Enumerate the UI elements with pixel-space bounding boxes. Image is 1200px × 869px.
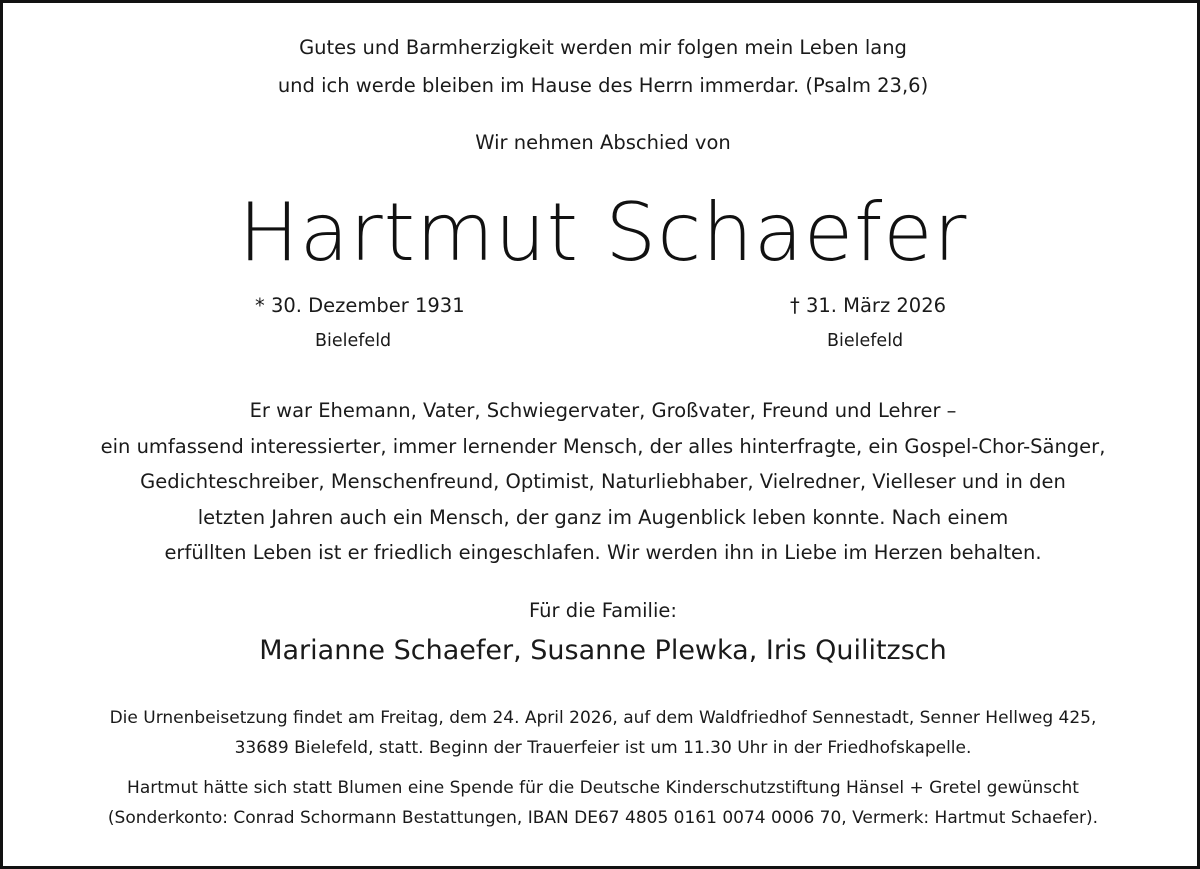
death-place: Bielefeld	[827, 331, 904, 351]
burial-notice-line-1: Die Urnenbeisetzung findet am Freitag, dem 24. April 2026, auf dem Waldfriedhof Sennestadt, Senner Hellweg 425,	[109, 708, 1097, 728]
deceased-name: Hartmut Schaefer	[238, 186, 968, 279]
birth-place: Bielefeld	[315, 331, 392, 351]
death-date: † 31. März 2026	[790, 294, 947, 317]
biography-line-4: letzten Jahren auch ein Mensch, der ganz im Augenblick leben konnte. Nach einem	[197, 506, 1009, 529]
biography-line-5: erfüllten Leben ist er friedlich eingeschlafen. Wir werden ihn in Liebe im Herzen behalten.	[164, 541, 1042, 564]
biography-line-3: Gedichteschreiber, Menschenfreund, Optimist, Naturliebhaber, Vielredner, Vielleser und in den	[140, 470, 1066, 493]
family-label: Für die Familie:	[529, 599, 677, 622]
donation-notice-line-1: Hartmut hätte sich statt Blumen eine Spende für die Deutsche Kinderschutzstiftung Hänsel + Gretel gewünscht	[127, 778, 1079, 798]
psalm-verse-line-2: und ich werde bleiben im Hause des Herrn immerdar. (Psalm 23,6)	[277, 74, 929, 97]
farewell-intro: Wir nehmen Abschied von	[475, 131, 731, 154]
psalm-verse-line-1: Gutes und Barmherzigkeit werden mir folgen mein Leben lang	[299, 36, 907, 59]
family-names: Marianne Schaefer, Susanne Plewka, Iris Quilitzsch	[259, 635, 947, 666]
burial-notice-line-2: 33689 Bielefeld, statt. Beginn der Trauerfeier ist um 11.30 Uhr in der Friedhofskapelle.	[234, 738, 972, 758]
biography-line-1: Er war Ehemann, Vater, Schwiegervater, Großvater, Freund und Lehrer –	[249, 399, 957, 422]
birth-date: * 30. Dezember 1931	[255, 294, 465, 317]
biography-line-2: ein umfassend interessierter, immer lernender Mensch, der alles hinterfragte, ein Gospel-Chor-Sänger,	[100, 435, 1106, 458]
donation-notice-line-2: (Sonderkonto: Conrad Schormann Bestattungen, IBAN DE67 4805 0161 0074 0006 70, Vermerk: Hartmut Schaefer).	[107, 808, 1099, 828]
